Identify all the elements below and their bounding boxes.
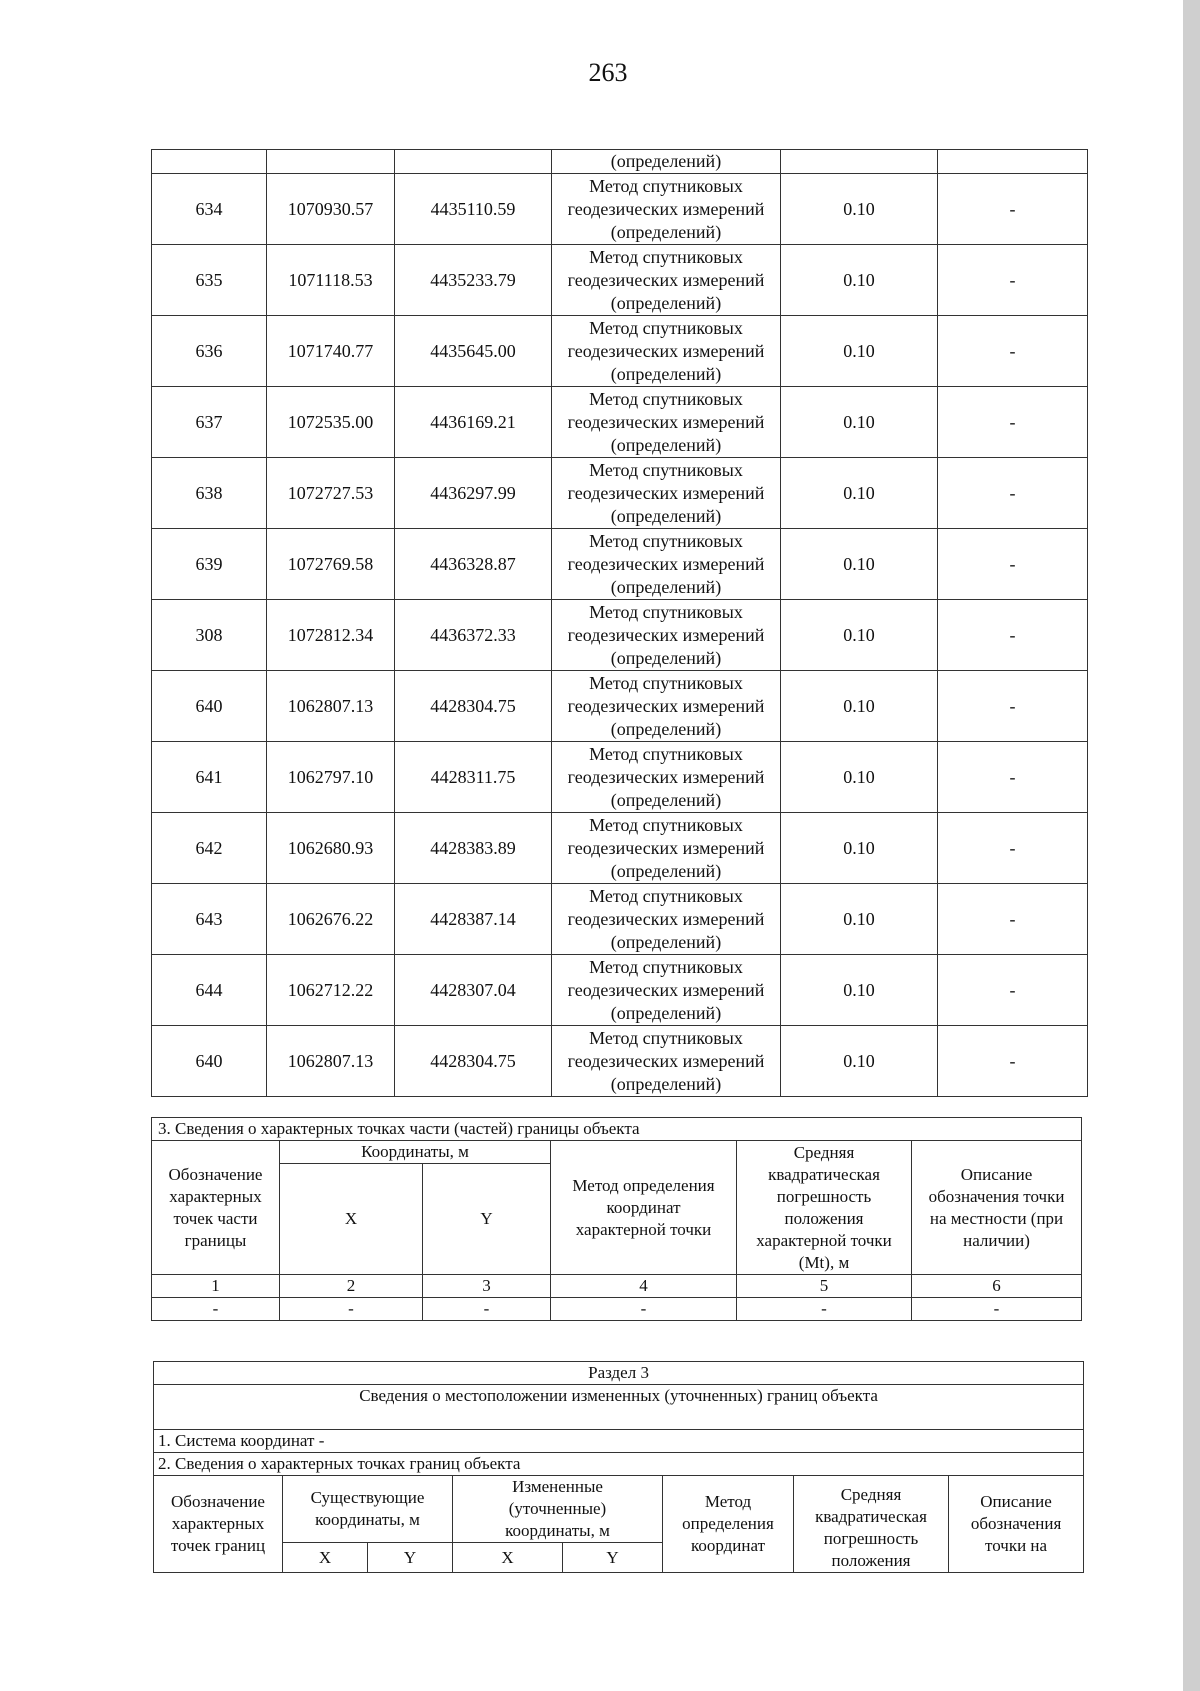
point-cell: 640: [152, 671, 267, 742]
desc-cell: -: [938, 671, 1088, 742]
desc-cell: -: [938, 742, 1088, 813]
desc-cell: -: [938, 245, 1088, 316]
header-x-changed: X: [453, 1543, 563, 1573]
point-cell: 638: [152, 458, 267, 529]
table-row: [152, 742, 1088, 813]
method-cell: Метод спутниковых геодезических измерений (определений): [552, 600, 781, 671]
table-row: [152, 316, 1088, 387]
method-cell: Метод спутниковых геодезических измерений (определений): [552, 884, 781, 955]
header-method: Метод определения координат: [663, 1476, 794, 1573]
x-cell: 1062807.13: [267, 671, 395, 742]
x-cell: 1072812.34: [267, 600, 395, 671]
points-title: 2. Сведения о характерных точках границ объекта: [154, 1453, 1084, 1476]
method-cell: Метод спутниковых геодезических измерений (определений): [552, 742, 781, 813]
method-cell: Метод спутниковых геодезических измерений (определений): [552, 174, 781, 245]
y-cell: 4428307.04: [395, 955, 552, 1026]
section-title: 3. Сведения о характерных точках части (частей) границы объекта: [152, 1118, 1082, 1141]
method-cell: Метод спутниковых геодезических измерений (определений): [552, 955, 781, 1026]
y-cell: 4436297.99: [395, 458, 552, 529]
point-cell: 640: [152, 1026, 267, 1097]
method-cell: Метод спутниковых геодезических измерений (определений): [552, 387, 781, 458]
x-cell: 1062797.10: [267, 742, 395, 813]
error-cell: 0.10: [781, 813, 938, 884]
header-y-changed: Y: [563, 1543, 663, 1573]
changed-boundaries-table: [153, 1361, 1084, 1573]
header-changed: Измененные (уточненные) координаты, м: [453, 1476, 663, 1543]
header-existing: Существующие координаты, м: [283, 1476, 453, 1543]
x-cell: 1072727.53: [267, 458, 395, 529]
desc-cell: -: [938, 316, 1088, 387]
error-cell: 0.10: [781, 387, 938, 458]
method-cell: Метод спутниковых геодезических измерений (определений): [552, 316, 781, 387]
table-row: [152, 671, 1088, 742]
x-cell: 1071740.77: [267, 316, 395, 387]
y-cell: 4428311.75: [395, 742, 552, 813]
x-cell: 1072769.58: [267, 529, 395, 600]
y-cell: 4436169.21: [395, 387, 552, 458]
desc-cell: -: [938, 529, 1088, 600]
header-method: Метод определения координат характерной точки: [551, 1141, 737, 1275]
table-row: [152, 1026, 1088, 1097]
method-cell: Метод спутниковых геодезических измерений (определений): [552, 529, 781, 600]
y-cell: 4435233.79: [395, 245, 552, 316]
error-cell: 0.10: [781, 174, 938, 245]
table-row: - - - - - -: [152, 1298, 1082, 1321]
error-cell: 0.10: [781, 671, 938, 742]
points-table-continued: [151, 149, 1088, 1097]
table-row: [152, 529, 1088, 600]
x-cell: 1072535.00: [267, 387, 395, 458]
page-edge-shadow: [1183, 0, 1200, 1691]
error-cell: 0.10: [781, 955, 938, 1026]
method-cell: Метод спутниковых геодезических измерений (определений): [552, 1026, 781, 1097]
desc-cell: -: [938, 600, 1088, 671]
table-row: [152, 458, 1088, 529]
table-row-continued: [152, 150, 1088, 174]
x-cell: 1062680.93: [267, 813, 395, 884]
table-row: [152, 955, 1088, 1026]
table-row: [152, 884, 1088, 955]
point-cell: 634: [152, 174, 267, 245]
point-cell: 636: [152, 316, 267, 387]
point-cell: 642: [152, 813, 267, 884]
point-cell: 644: [152, 955, 267, 1026]
method-cell: Метод спутниковых геодезических измерений (определений): [552, 671, 781, 742]
point-cell: 308: [152, 600, 267, 671]
error-cell: 0.10: [781, 245, 938, 316]
part-boundary-points-table: [151, 1117, 1082, 1321]
header-x-existing: X: [283, 1543, 368, 1573]
page-number: 263: [588, 58, 628, 87]
desc-cell: -: [938, 955, 1088, 1026]
y-cell: 4428387.14: [395, 884, 552, 955]
point-cell: 641: [152, 742, 267, 813]
error-cell: 0.10: [781, 316, 938, 387]
desc-cell: -: [938, 884, 1088, 955]
table-row: [152, 387, 1088, 458]
y-cell: 4436372.33: [395, 600, 552, 671]
section-title: Сведения о местоположении измененных (уточненных) границ объекта: [154, 1385, 1084, 1430]
desc-cell: -: [938, 813, 1088, 884]
desc-cell: -: [938, 1026, 1088, 1097]
error-cell: 0.10: [781, 1026, 938, 1097]
header-desc: Описание обозначения точки на: [949, 1476, 1084, 1573]
error-cell: 0.10: [781, 529, 938, 600]
header-point: Обозначение характерных точек части границы: [152, 1141, 280, 1275]
header-error: Средняя квадратическая погрешность положения характерной точки (Mt), м: [737, 1141, 912, 1275]
error-cell: 0.10: [781, 600, 938, 671]
header-coords: Координаты, м: [280, 1141, 551, 1164]
header-y: Y: [423, 1164, 551, 1275]
method-cell: (определений): [552, 150, 781, 174]
header-y-existing: Y: [368, 1543, 453, 1573]
point-cell: 635: [152, 245, 267, 316]
y-cell: 4436328.87: [395, 529, 552, 600]
y-cell: 4428304.75: [395, 671, 552, 742]
y-cell: 4428383.89: [395, 813, 552, 884]
error-cell: 0.10: [781, 458, 938, 529]
x-cell: 1062807.13: [267, 1026, 395, 1097]
point-cell: 643: [152, 884, 267, 955]
point-cell: 637: [152, 387, 267, 458]
section-heading: Раздел 3: [154, 1362, 1084, 1385]
x-cell: 1071118.53: [267, 245, 395, 316]
header-x: X: [280, 1164, 423, 1275]
desc-cell: -: [938, 174, 1088, 245]
x-cell: 1062676.22: [267, 884, 395, 955]
y-cell: 4435110.59: [395, 174, 552, 245]
desc-cell: -: [938, 387, 1088, 458]
table-row: [152, 600, 1088, 671]
point-cell: 639: [152, 529, 267, 600]
header-point: Обозначение характерных точек границ: [154, 1476, 283, 1573]
header-desc: Описание обозначения точки на местности (при наличии): [912, 1141, 1082, 1275]
error-cell: 0.10: [781, 742, 938, 813]
x-cell: 1070930.57: [267, 174, 395, 245]
desc-cell: -: [938, 458, 1088, 529]
method-cell: Метод спутниковых геодезических измерений (определений): [552, 245, 781, 316]
error-cell: 0.10: [781, 884, 938, 955]
x-cell: 1062712.22: [267, 955, 395, 1026]
table-row: [152, 245, 1088, 316]
y-cell: 4428304.75: [395, 1026, 552, 1097]
method-cell: Метод спутниковых геодезических измерений (определений): [552, 813, 781, 884]
table-row: [152, 813, 1088, 884]
method-cell: Метод спутниковых геодезических измерений (определений): [552, 458, 781, 529]
coord-system: 1. Система координат -: [154, 1430, 1084, 1453]
table-row: [152, 174, 1088, 245]
header-error: Средняя квадратическая погрешность положения: [794, 1476, 949, 1573]
y-cell: 4435645.00: [395, 316, 552, 387]
column-numbers-row: 1 2 3 4 5 6: [152, 1275, 1082, 1298]
